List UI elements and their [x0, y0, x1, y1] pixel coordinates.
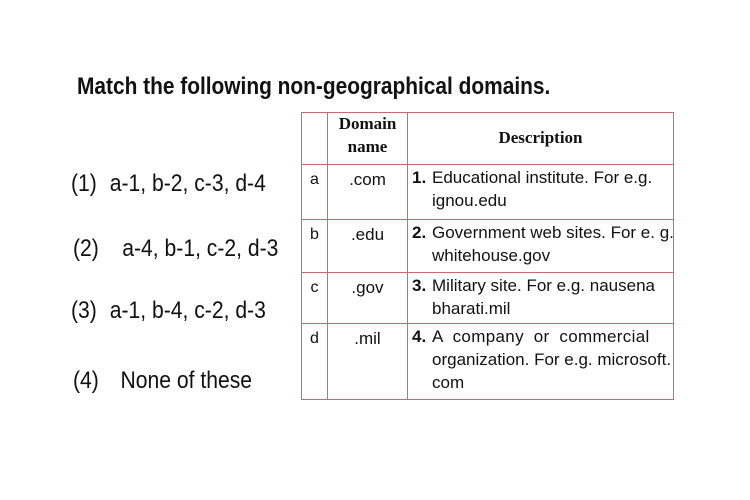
domain-match-table: [301, 112, 674, 400]
description-continuation: com: [432, 372, 465, 392]
option-number: (2): [73, 235, 99, 262]
row-key: d: [302, 324, 328, 400]
description-text: Military site. For e.g. nausena: [432, 276, 655, 295]
question-title: Match the following non-geographical domains.: [77, 73, 551, 100]
option-number: (1): [71, 170, 97, 197]
description-line: [412, 222, 674, 245]
answer-option-4: [73, 367, 252, 396]
description-number: 3.: [412, 276, 427, 295]
table-row: [302, 220, 674, 273]
row-key: c: [302, 273, 328, 324]
answer-option-2: [73, 235, 278, 264]
description-cell: [408, 220, 674, 273]
domain-cell: .edu: [328, 220, 408, 273]
table-row: [302, 165, 674, 220]
answer-option-3: [71, 297, 266, 326]
domain-header-line-1: Domain: [338, 114, 397, 133]
description-number: 2.: [412, 223, 427, 242]
description-continuation: organization. For e.g. microsoft.: [432, 349, 672, 369]
description-text: Educational institute. For e.g.: [432, 168, 653, 187]
domain-cell: .mil: [328, 324, 408, 400]
description-line: [412, 275, 669, 298]
row-key: a: [302, 165, 328, 220]
description-cell: [408, 165, 674, 220]
answer-option-1: [71, 170, 266, 199]
description-line: [412, 167, 669, 190]
description-number: 1.: [412, 168, 427, 187]
option-text: a-4, b-1, c-2, d-3: [122, 235, 279, 262]
domain-name-header: [328, 113, 408, 165]
description-continuation: whitehouse.gov: [432, 245, 551, 265]
domain-header-line-2: name: [347, 136, 388, 156]
empty-key-header: [302, 113, 328, 165]
option-number: (3): [71, 297, 97, 324]
option-text: None of these: [120, 367, 253, 394]
row-key: b: [302, 220, 328, 273]
description-header: Description: [408, 113, 674, 165]
domain-cell: .gov: [328, 273, 408, 324]
option-number: (4): [73, 367, 99, 394]
description-cell: [408, 273, 674, 324]
table-header-row: [302, 113, 674, 165]
description-continuation: ignou.edu: [432, 190, 507, 210]
table-row: [302, 324, 674, 400]
description-continuation: bharati.mil: [432, 298, 511, 318]
option-text: a-1, b-4, c-2, d-3: [109, 297, 266, 324]
description-line: [412, 326, 669, 349]
domain-cell: .com: [328, 165, 408, 220]
description-number: 4.: [412, 327, 427, 346]
description-text: Government web sites. For e. g.: [432, 223, 674, 242]
table-row: [302, 273, 674, 324]
description-text: A company or commercial: [432, 327, 650, 346]
description-cell: [408, 324, 674, 400]
option-text: a-1, b-2, c-3, d-4: [109, 170, 266, 197]
